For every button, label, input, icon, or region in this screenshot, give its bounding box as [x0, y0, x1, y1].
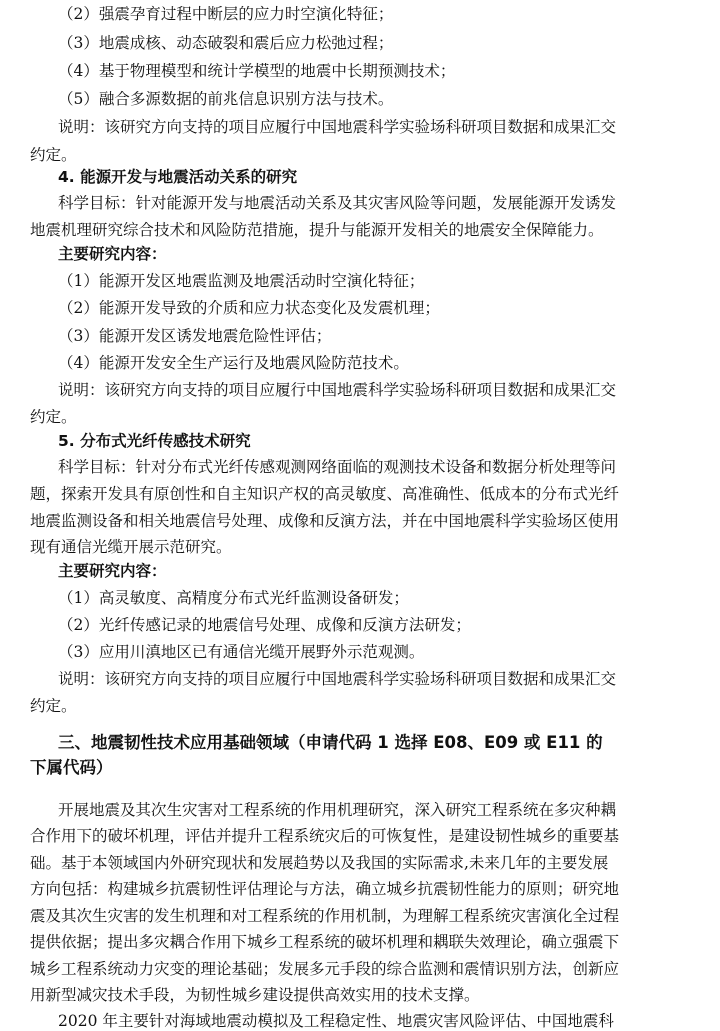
note-paragraph: 约定。 [30, 408, 77, 426]
subsection-heading: 5. 分布式光纤传感技术研究 [58, 432, 251, 450]
research-item: （2）能源开发导致的介质和应力状态变化及发震机理； [58, 299, 440, 317]
research-item: （3）地震成核、动态破裂和震后应力松弛过程； [58, 34, 394, 52]
body-paragraph: 城乡工程系统动力灾变的理论基础；发展多元手段的综合监测和震情识别方法，创新应 [30, 960, 620, 978]
research-item: （2）光纤传感记录的地震信号处理、成像和反演方法研发； [58, 616, 471, 634]
research-item: （4）基于物理模型和统计学模型的地震中长期预测技术； [58, 62, 456, 80]
body-paragraph: 2020 年主要针对海域地震动模拟及工程稳定性、地震灾害风险评估、中国地震科 [58, 1012, 614, 1030]
research-item: （5）融合多源数据的前兆信息识别方法与技术。 [58, 90, 394, 108]
content-heading: 主要研究内容： [58, 245, 167, 263]
content-heading: 主要研究内容： [58, 562, 167, 580]
body-paragraph: 方向包括：构建城乡抗震韧性评估理论与方法，确立城乡抗震韧性能力的原则；研究地 [30, 880, 620, 898]
subsection-heading: 4. 能源开发与地震活动关系的研究 [58, 168, 298, 186]
goal-paragraph: 现有通信光缆开展示范研究。 [30, 538, 232, 556]
goal-paragraph: 地震机理研究综合技术和风险防范措施，提升与能源开发相关的地震安全保障能力。 [30, 221, 604, 239]
body-paragraph: 用新型减灾技术手段，为韧性城乡建设提供高效实用的技术支撑。 [30, 986, 480, 1004]
research-item: （3）应用川滇地区已有通信光缆开展野外示范观测。 [58, 643, 425, 661]
goal-paragraph: 题，探索开发具有原创性和自主知识产权的高灵敏度、高准确性、低成本的分布式光纤 [30, 485, 620, 503]
note-paragraph: 约定。 [30, 146, 77, 164]
research-item: （2）强震孕育过程中断层的应力时空演化特征； [58, 5, 394, 23]
note-paragraph: 说明：该研究方向支持的项目应履行中国地震科学实验场科研项目数据和成果汇交 [58, 118, 617, 136]
research-item: （1）高灵敏度、高精度分布式光纤监测设备研发； [58, 589, 409, 607]
body-paragraph: 础。基于本领域国内外研究现状和发展趋势以及我国的实际需求,未来几年的主要发展 [30, 854, 609, 872]
body-paragraph: 合作用下的破坏机理，评估并提升工程系统灾后的可恢复性，是建设韧性城乡的重要基 [30, 827, 620, 845]
note-paragraph: 约定。 [30, 697, 77, 715]
goal-paragraph: 科学目标：针对能源开发与地震活动关系及其灾害风险等问题，发展能源开发诱发 [58, 194, 617, 212]
note-paragraph: 说明：该研究方向支持的项目应履行中国地震科学实验场科研项目数据和成果汇交 [58, 670, 617, 688]
research-item: （1）能源开发区地震监测及地震活动时空演化特征； [58, 272, 425, 290]
body-paragraph: 提供依据；提出多灾耦合作用下城乡工程系统的破坏机理和耦联失效理论，确立强震下 [30, 933, 620, 951]
note-paragraph: 说明：该研究方向支持的项目应履行中国地震科学实验场科研项目数据和成果汇交 [58, 381, 617, 399]
research-item: （4）能源开发安全生产运行及地震风险防范技术。 [58, 354, 409, 372]
goal-paragraph: 地震监测设备和相关地震信号处理、成像和反演方法，并在中国地震科学实验场区使用 [30, 512, 620, 530]
section-heading: 三、地震韧性技术应用基础领域（申请代码 1 选择 E08、E09 或 E11 的 [58, 733, 603, 752]
section-heading: 下属代码） [30, 758, 113, 777]
goal-paragraph: 科学目标：针对分布式光纤传感观测网络面临的观测技术设备和数据分析处理等问 [58, 458, 617, 476]
body-paragraph: 震及其次生灾害的发生机理和对工程系统的作用机制，为理解工程系统灾害演化全过程 [30, 907, 620, 925]
body-paragraph: 开展地震及其次生灾害对工程系统的作用机理研究，深入研究工程系统在多灾种耦 [58, 801, 617, 819]
research-item: （3）能源开发区诱发地震危险性评估； [58, 327, 332, 345]
